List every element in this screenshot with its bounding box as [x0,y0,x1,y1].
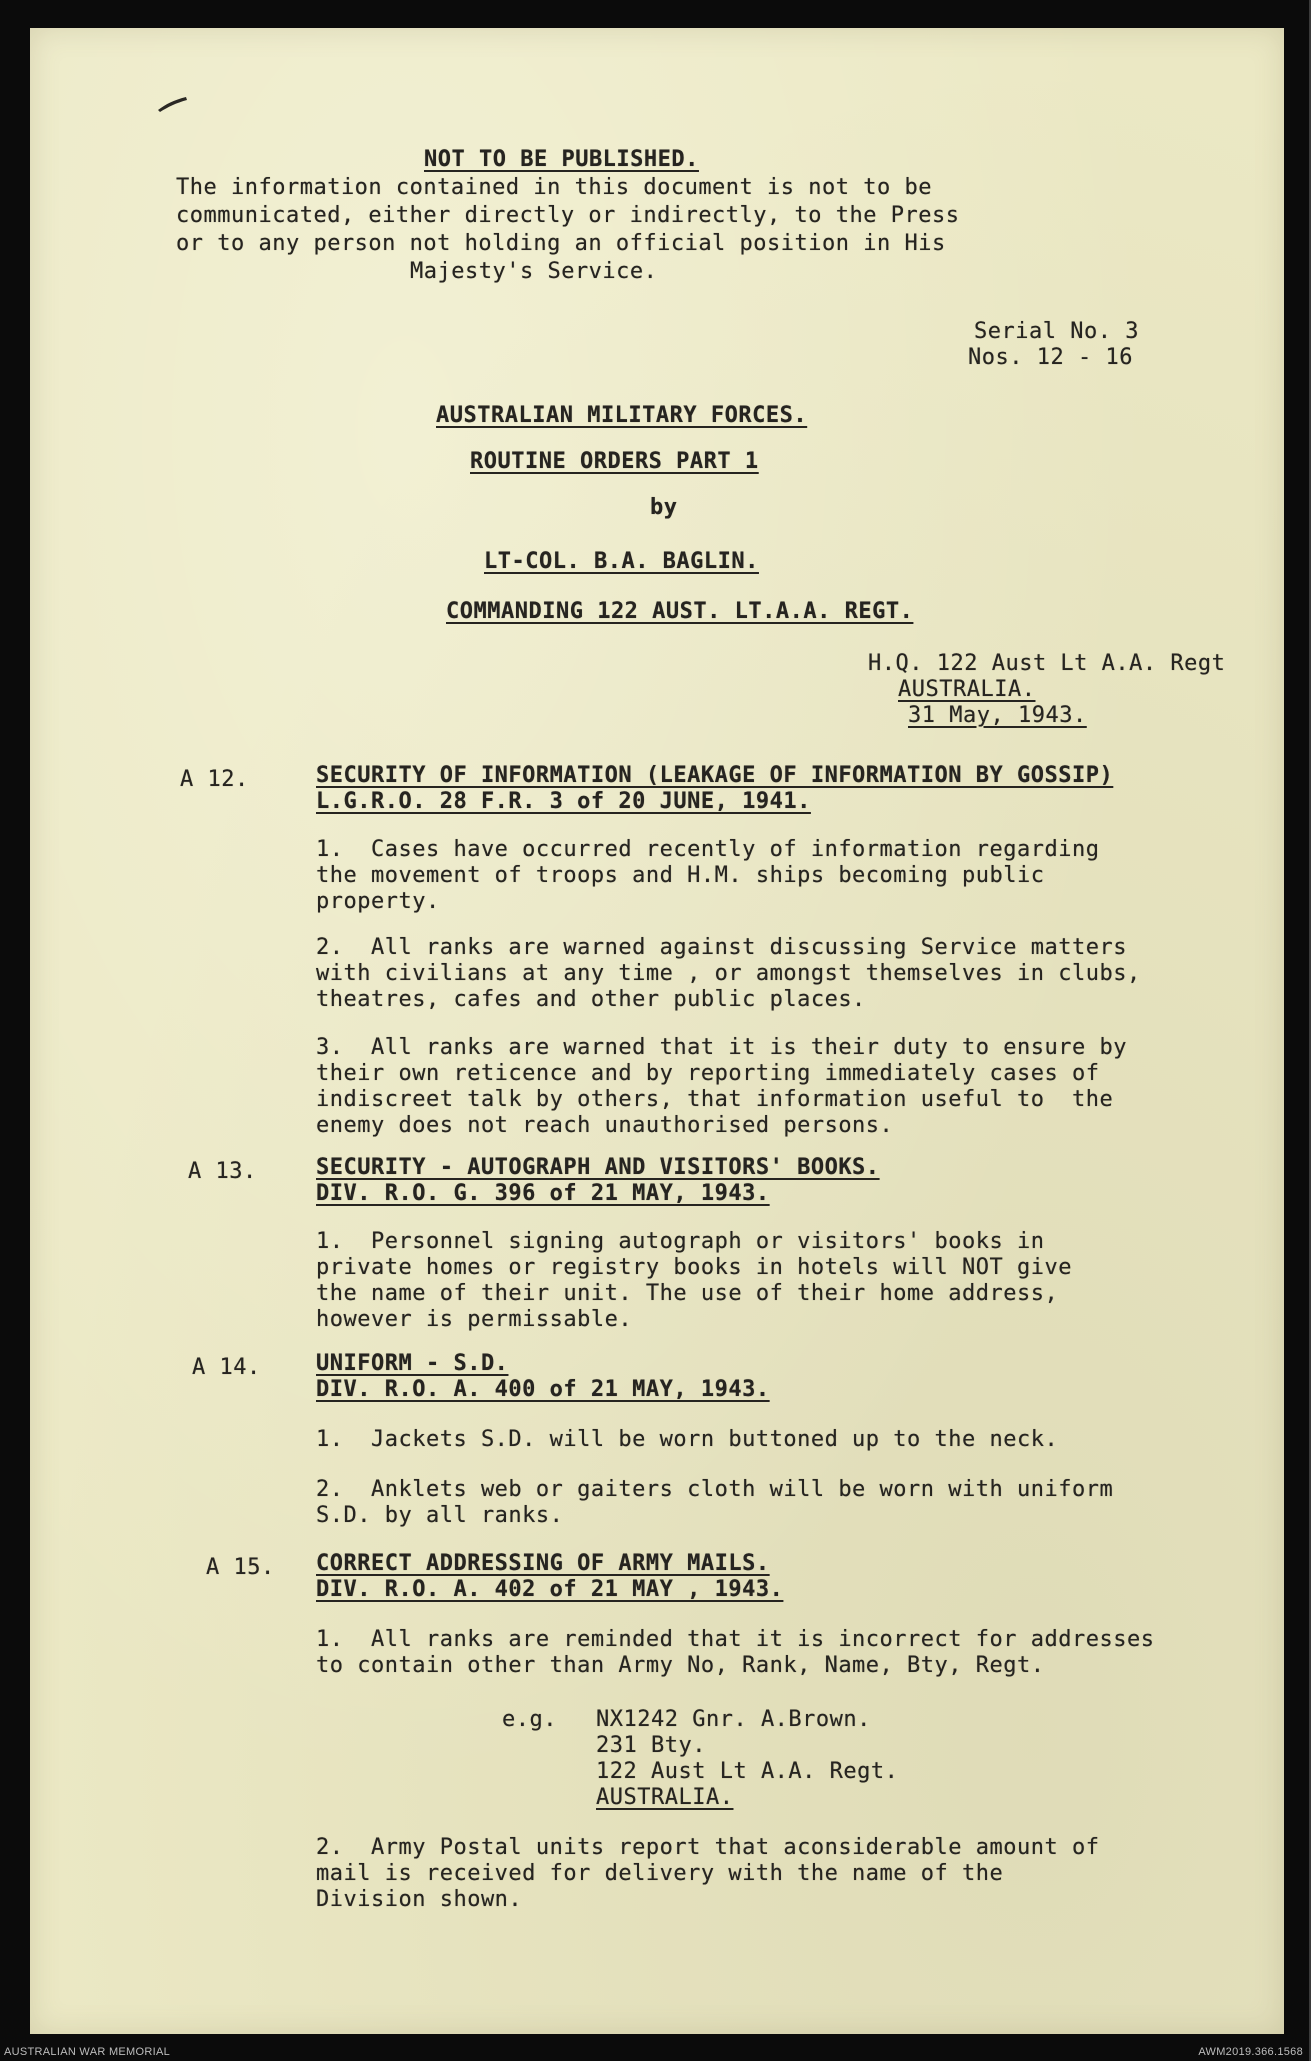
paragraph-line: their own reticence and by reporting immediately cases of [316,1061,1100,1086]
paragraph-line: mail is received for delivery with the name of the [316,1861,1004,1886]
paragraph-line: 3. All ranks are warned that it is their duty to ensure by [316,1035,1127,1060]
order-number: A 13. [188,1159,257,1184]
paragraph-line: 1. Jackets S.D. will be worn buttoned up to the neck. [316,1427,1059,1452]
archive-credit: AUSTRALIAN WAR MEMORIAL [4,2046,171,2058]
paragraph-line: S.D. by all ranks. [316,1503,564,1528]
order-title: CORRECT ADDRESSING OF ARMY MAILS. [316,1551,770,1576]
restriction-notice-line-1: The information contained in this document is not to be [176,175,932,200]
officer-name: LT-COL. B.A. BAGLIN. [484,549,759,574]
example-address-line: AUSTRALIA. [596,1785,734,1810]
paragraph-line: theatres, cafes and other public places. [316,987,866,1012]
order-numbers: Nos. 12 - 16 [968,345,1133,370]
paragraph-line: with civilians at any time , or amongst themselves in clubs, [316,961,1141,986]
paragraph-line: however is permissable. [316,1307,633,1332]
paragraph-line: to contain other than Army No, Rank, Name, Bty, Regt. [316,1653,1045,1678]
restriction-notice-line-3: or to any person not holding an official position in His [176,231,946,256]
order-reference: DIV. R.O. A. 400 of 21 MAY, 1943. [316,1377,770,1402]
serial-number: Serial No. 3 [974,319,1139,344]
order-title: UNIFORM - S.D. [316,1351,509,1376]
paragraph-line: the name of their unit. The use of their home address, [316,1281,1059,1306]
example-address-line: 231 Bty. [596,1733,706,1758]
order-date: 31 May, 1943. [908,703,1087,728]
order-reference: DIV. R.O. G. 396 of 21 MAY, 1943. [316,1181,770,1206]
country-line: AUSTRALIA. [898,677,1036,702]
paragraph-line: indiscreet talk by others, that information useful to the [316,1087,1114,1112]
paragraph-line: 2. All ranks are warned against discussing Service matters [316,935,1127,960]
paragraph-line: 1. Personnel signing autograph or visitors' books in [316,1229,1045,1254]
restriction-heading: NOT TO BE PUBLISHED. [424,147,699,172]
order-number: A 14. [192,1355,261,1380]
hq-address: H.Q. 122 Aust Lt A.A. Regt [868,651,1226,676]
order-reference: DIV. R.O. A. 402 of 21 MAY , 1943. [316,1577,784,1602]
paragraph-line: the movement of troops and H.M. ships becoming public [316,863,1045,888]
paragraph-line: enemy does not reach unauthorised persons. [316,1113,894,1138]
by-line: by [650,495,678,520]
example-address-line: 122 Aust Lt A.A. Regt. [596,1759,899,1784]
restriction-notice-line-2: communicated, either directly or indirectly, to the Press [176,203,960,228]
paragraph-line: 2. Army Postal units report that aconsiderable amount of [316,1835,1100,1860]
force-title: AUSTRALIAN MILITARY FORCES. [436,403,808,428]
example-address-line: NX1242 Gnr. A.Brown. [596,1707,871,1732]
paragraph-line: Division shown. [316,1887,523,1912]
example-prefix: e.g. [502,1707,557,1732]
order-number: A 12. [180,767,249,792]
typed-page [30,28,1284,2034]
restriction-notice-line-4: Majesty's Service. [410,259,658,284]
paragraph-line: 1. Cases have occurred recently of information regarding [316,837,1100,862]
command-title: COMMANDING 122 AUST. LT.A.A. REGT. [446,599,914,624]
orders-title: ROUTINE ORDERS PART 1 [470,449,759,474]
paragraph-line: 1. All ranks are reminded that it is incorrect for addresses [316,1627,1155,1652]
ink-mark [156,94,190,114]
paragraph-line: 2. Anklets web or gaiters cloth will be worn with uniform [316,1477,1114,1502]
order-title: SECURITY - AUTOGRAPH AND VISITORS' BOOKS. [316,1155,880,1180]
archive-accession-number: AWM2019.366.1568 [1198,2046,1303,2058]
order-title: SECURITY OF INFORMATION (LEAKAGE OF INFORMATION BY GOSSIP) [316,763,1114,788]
order-number: A 15. [206,1555,275,1580]
paragraph-line: private homes or registry books in hotels will NOT give [316,1255,1072,1280]
order-reference: L.G.R.O. 28 F.R. 3 of 20 JUNE, 1941. [316,789,811,814]
paragraph-line: property. [316,889,440,914]
